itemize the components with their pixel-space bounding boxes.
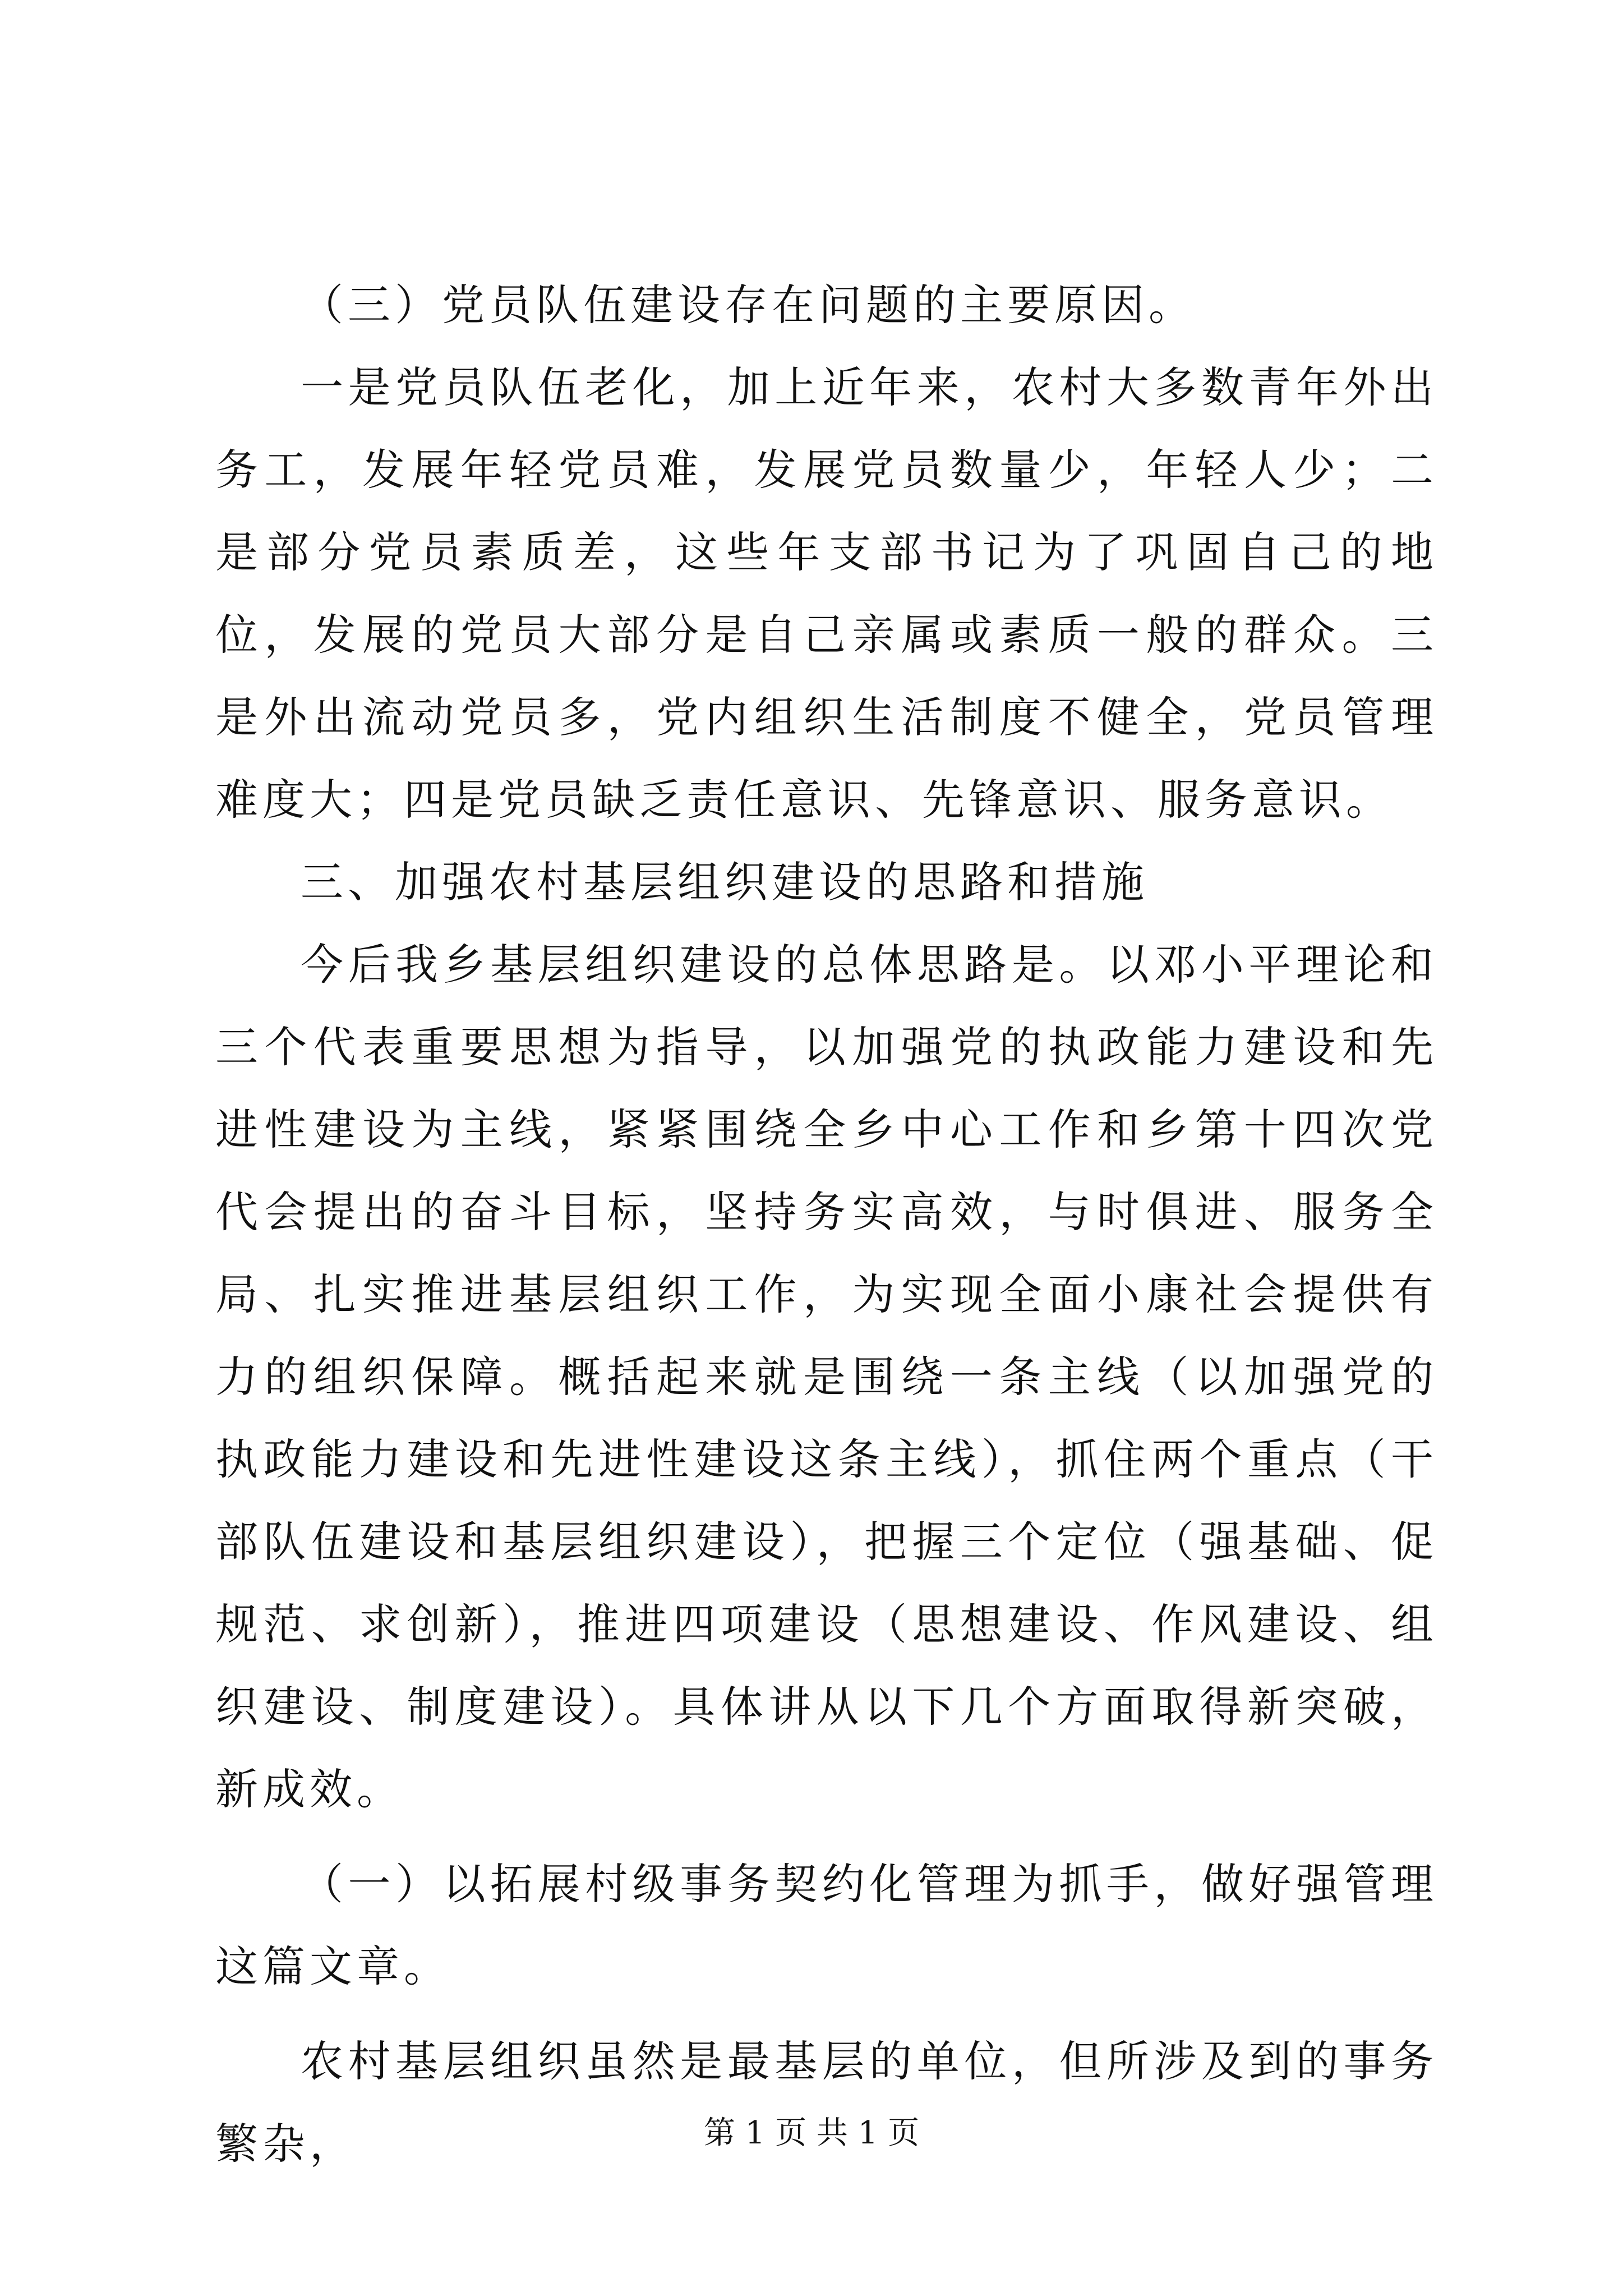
section-heading-3: 三、加强农村基层组织建设的思路和措施 xyxy=(301,857,1149,907)
subsection-heading-3: （三）党员队伍建设存在问题的主要原因。 xyxy=(301,280,1196,330)
body-paragraph: 农村基层组织虽然是最基层的单位，但所涉及到的事务繁杂， xyxy=(215,2036,1438,2169)
document-body xyxy=(215,264,1438,2185)
body-paragraph: 今后我乡基层组织建设的总体思路是。以邓小平理论和三个代表重要思想为指导，以加强党的执政能力建设和先进性建设为主线，紧紧围绕全乡中心工作和乡第十四次党代会提出的奋斗目标，坚持务实高效，与时俱进、服务全局、扎实推进基层组织工作，为实现全面小康社会提供有力的组织保障。概括起来就是围绕一条主线（以加强党的执政能力建设和先进性建设这条主线），抓住两个重点（干部队伍建设和基层组织建设），把握三个定位（强基础、促规范、求创新），推进四项建设（思想建设、作风建设、组织建设、制度建设）。具体讲从以下几个方面取得新突破，新成效。 xyxy=(215,940,1438,1814)
page-footer: 第 1 页 共 1 页 xyxy=(703,2115,920,2151)
subsection-heading-1: （一）以拓展村级事务契约化管理为抓手，做好强管理这篇文章。 xyxy=(215,1859,1438,1991)
body-paragraph: 一是党员队伍老化，加上近年来，农村大多数青年外出务工，发展年轻党员难，发展党员数量少，年轻人少；二是部分党员素质差，这些年支部书记为了巩固自己的地位，发展的党员大部分是自己亲属或素质一般的群众。三是外出流动党员多，党内组织生活制度不健全，党员管理难度大；四是党员缺乏责任意识、先锋意识、服务意识。 xyxy=(215,362,1438,825)
